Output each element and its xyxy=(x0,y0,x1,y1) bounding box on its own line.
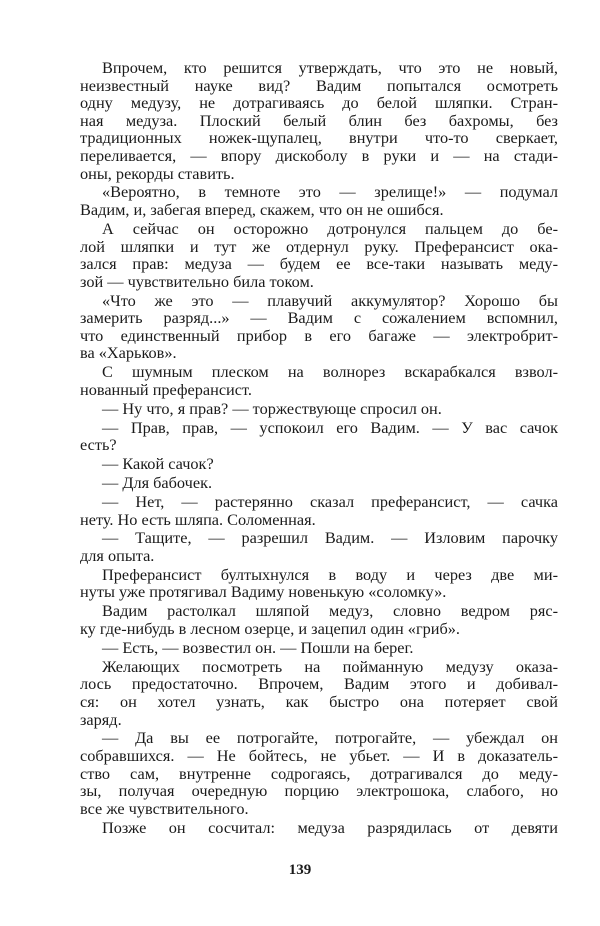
text-line: — Да вы ее потрогайте, потрогайте, — убеждал он xyxy=(102,728,558,748)
text-line: для опыта. xyxy=(80,546,155,565)
text-line: — Какой сачок? xyxy=(102,454,214,474)
paragraph xyxy=(80,729,558,817)
text-line: Преферансист бултыхнулся в воду и через две ми- xyxy=(102,564,558,584)
text-line: все же чувствительного. xyxy=(80,798,249,818)
text-line: замерить разряд...» — Вадим с сожалением вспомнил, xyxy=(80,308,558,328)
text-line: ся: он хотел узнать, как быстро она потеряет свой xyxy=(80,691,558,711)
paragraph xyxy=(80,474,558,492)
text-line: собравшихся. — Не бойтесь, не убьет. — И в доказатель- xyxy=(80,746,558,766)
text-line: нуты уже протягивал Вадиму новенькую «соломку». xyxy=(80,582,447,602)
text-line: — Нет, — растерянно сказал преферансист, — сачка xyxy=(102,491,558,511)
text-line: зался прав: медуза — будем ее все-таки называть меду- xyxy=(80,254,558,274)
text-line: есть? xyxy=(80,435,117,455)
text-line: ку где-нибудь в лесном озерце, и зацепил один «гриб». xyxy=(80,618,460,638)
text-line: ство сам, внутренне содрогаясь, дотрагивался до меду- xyxy=(80,763,558,783)
paragraph xyxy=(80,639,558,657)
text-line: — Прав, прав, — успокоил его Вадим. — У вас сачок xyxy=(102,417,558,437)
text-line: ва «Харьков». xyxy=(80,343,177,363)
paragraph xyxy=(80,59,558,182)
paragraph xyxy=(80,292,558,362)
paragraph xyxy=(80,455,558,473)
text-line: заряд. xyxy=(80,709,122,729)
text-line: переливается, — впору дискоболу в руки и — на стади- xyxy=(80,145,558,165)
text-line: неизвестный науке вид? Вадим попытался осмотреть xyxy=(80,75,558,95)
text-line: Вадим растолкал шляпой медуз, словно ведром ряс- xyxy=(102,601,558,621)
text-line: лось предостаточно. Впрочем, Вадим этого и добивал- xyxy=(80,674,558,694)
paragraph xyxy=(80,419,558,454)
text-line: — Ну что, я прав? — торжествующе спросил он. xyxy=(102,398,442,418)
paragraph xyxy=(80,566,558,601)
paragraph xyxy=(80,400,558,418)
paragraph xyxy=(80,493,558,528)
text-line: — Для бабочек. xyxy=(102,473,213,493)
text-line: — Есть, — возвестил он. — Пошли на берег. xyxy=(102,637,414,657)
text-line: Вадим, и, забегая вперед, скажем, что он не ошибся. xyxy=(80,200,444,220)
paragraph xyxy=(80,363,558,398)
text-line: лой шляпки и тут же отдернул руку. Преферансист ока- xyxy=(80,236,558,256)
text-line: «Вероятно, в темноте это — зрелище!» — подумал xyxy=(102,182,558,202)
paragraph xyxy=(80,183,558,218)
text-line: оны, рекорды ставить. xyxy=(80,163,235,183)
text-line: А сейчас он осторожно дотронулся пальцем до бе- xyxy=(102,218,558,238)
text-line: нету. Но есть шляпа. Соломенная. xyxy=(80,509,316,529)
paragraph xyxy=(80,658,558,728)
text-line: что единственный прибор в его багаже — электробрит- xyxy=(80,325,558,345)
paragraph xyxy=(80,602,558,637)
page-number: 139 xyxy=(288,862,312,878)
book-page-text xyxy=(80,59,558,838)
text-line: одну медузу, не дотрагиваясь до белой шляпки. Стран- xyxy=(80,93,558,113)
text-line: традиционных ножек-щупалец, внутри что-то сверкает, xyxy=(80,128,558,148)
text-line: ная медуза. Плоский белый блин без бахромы, без xyxy=(80,110,558,130)
paragraph xyxy=(80,819,558,837)
text-line: Позже он сосчитал: медуза разрядилась от девяти xyxy=(102,817,558,837)
text-line: «Что же это — плавучий аккумулятор? Хорошо бы xyxy=(102,290,558,310)
paragraph xyxy=(80,220,558,290)
text-line: нованный преферансист. xyxy=(80,379,252,399)
text-line: — Тащите, — разрешил Вадим. — Изловим парочку xyxy=(102,528,558,548)
text-line: Желающих посмотреть на пойманную медузу оказа- xyxy=(102,656,558,676)
text-line: зой — чувствительно била током. xyxy=(80,271,314,291)
text-line: зы, получая очередную порцию электрошока, слабого, но xyxy=(80,781,558,801)
text-line: С шумным плеском на волнорез вскарабкался взвол- xyxy=(102,362,558,382)
paragraph xyxy=(80,529,558,564)
text-line: Впрочем, кто решится утверждать, что это не новый, xyxy=(102,58,558,77)
